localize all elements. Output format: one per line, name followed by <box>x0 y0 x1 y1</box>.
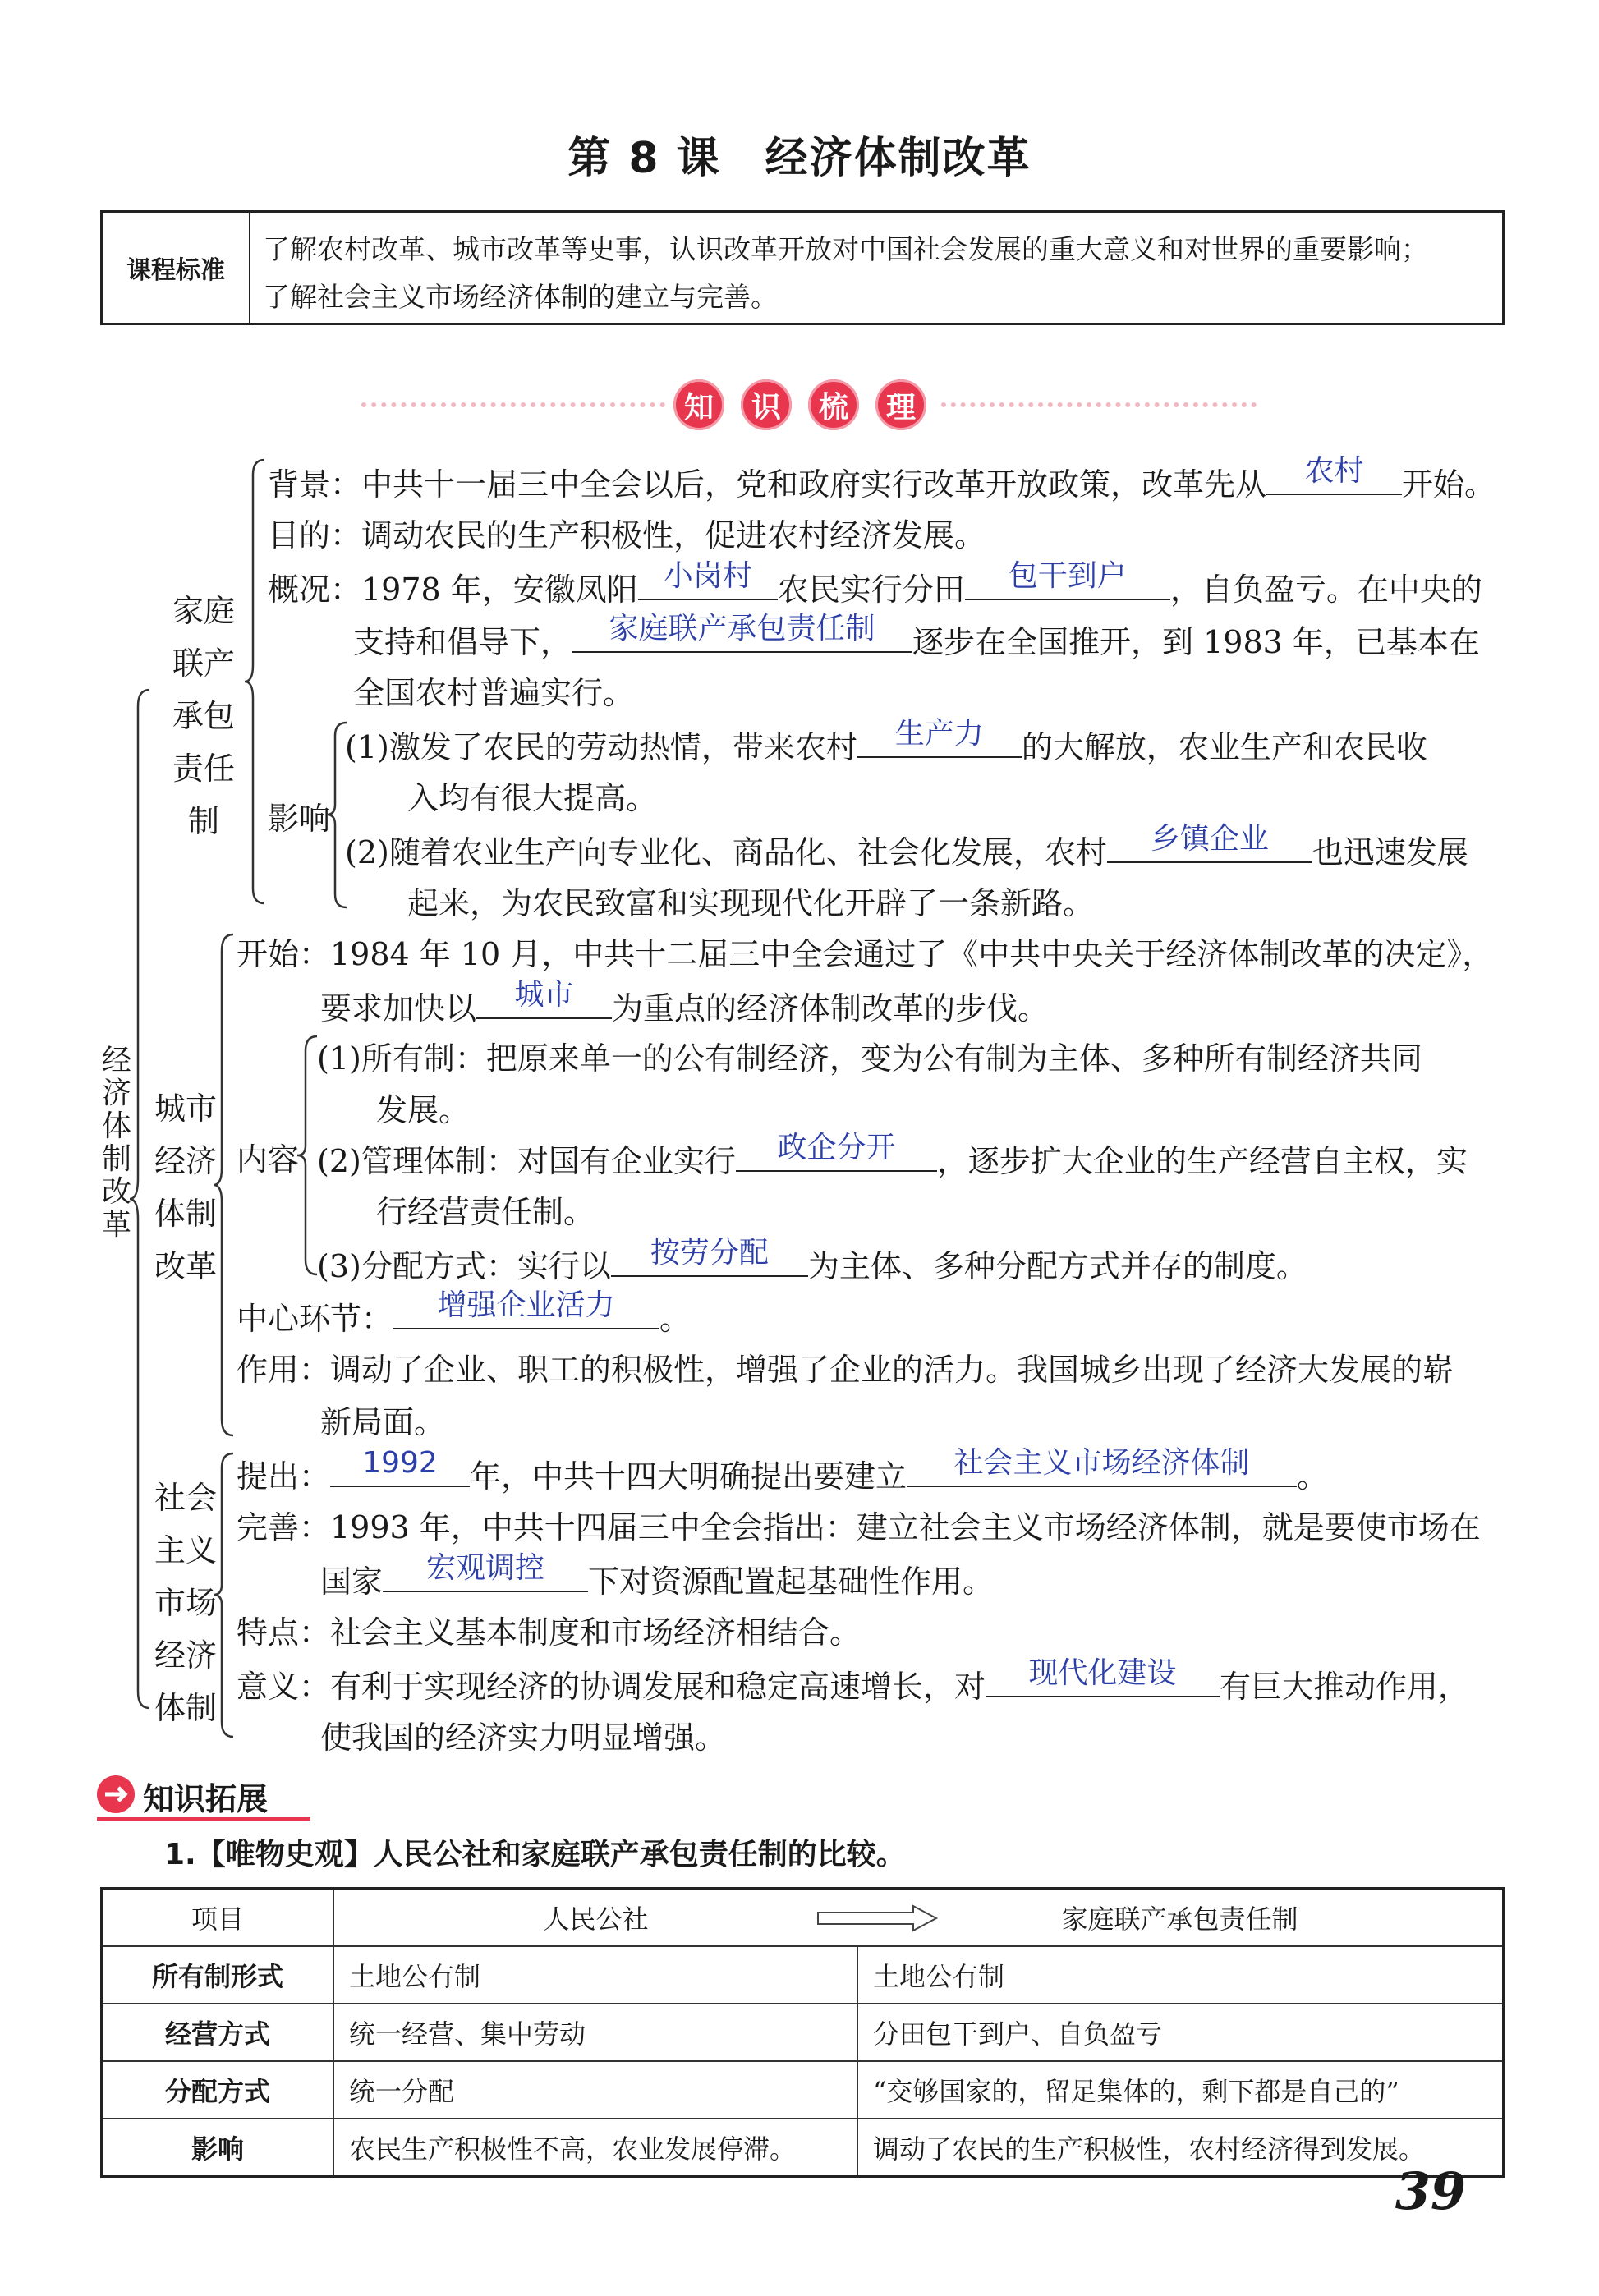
table-cell: 统一分配 <box>333 2061 857 2119</box>
household-label <box>168 585 240 847</box>
table-cell: 所有制形式 <box>102 1946 334 2004</box>
arrow-right-icon <box>816 1904 940 1932</box>
household-overview-2 <box>353 612 1480 663</box>
comparison-table <box>100 1887 1505 2178</box>
market-perfect: 完善：1993 年，中共十四届三中全会指出：建立社会主义市场经济体制，就是要使市场在 <box>237 1509 1481 1545</box>
content-brace <box>302 1036 319 1274</box>
answer: 乡镇企业 <box>1150 822 1269 856</box>
blank <box>393 1288 659 1329</box>
text: 为重点的经济体制改革的步伐。 <box>612 990 1050 1026</box>
arrow-right-icon <box>97 1775 135 1813</box>
text: 为主体、多种分配方式并存的制度。 <box>807 1248 1307 1284</box>
label-line: 市场 <box>154 1585 217 1621</box>
market-label <box>149 1472 222 1734</box>
blank <box>907 1446 1297 1487</box>
blank <box>611 1236 808 1277</box>
urban-effect: 作用：调动了企业、职工的积极性，增强了企业的活力。我国城乡出现了经济大发展的崭 <box>237 1352 1454 1388</box>
content-1: (1)所有制：把原来单一的公有制经济，变为公有制为主体、多种所有制经济共同 <box>317 1040 1422 1077</box>
text: (1)激发了农民的劳动热情，带来农村 <box>345 729 857 765</box>
table-cell: 分田包干到户、自负盈亏 <box>857 2004 1504 2061</box>
blank <box>736 1131 937 1172</box>
market-propose <box>237 1446 1329 1497</box>
answer: 农村 <box>1304 454 1364 488</box>
answer: 宏观调控 <box>426 1551 545 1585</box>
table-cell: 土地公有制 <box>333 1946 857 2004</box>
answer: 政企分开 <box>777 1131 896 1164</box>
table-cell: 分配方式 <box>102 2061 334 2119</box>
text: ，自负盈亏。在中央的 <box>1169 572 1482 608</box>
label-line: 社会 <box>154 1480 217 1516</box>
text: 年，中共十四大明确提出要建立 <box>470 1458 907 1495</box>
content-label: 内容 <box>237 1141 300 1178</box>
table-row <box>102 2061 1504 2119</box>
answer: 城市 <box>514 978 574 1012</box>
impact-label: 影响 <box>268 801 331 837</box>
urban-effect-2: 新局面。 <box>320 1404 446 1440</box>
extension-question: 1.【唯物史观】人民公社和家庭联产承包责任制的比较。 <box>164 1838 906 1871</box>
impact-1 <box>345 717 1427 768</box>
answer: 增强企业活力 <box>437 1288 615 1322</box>
blank <box>476 978 612 1019</box>
text: ，逐步扩大企业的生产经营自主权，实 <box>936 1143 1468 1179</box>
label-line: 责任制 <box>172 751 235 839</box>
blank <box>638 559 778 600</box>
dotted-divider <box>941 402 1257 412</box>
blank <box>1266 454 1402 495</box>
knowledge-banner <box>361 379 1257 429</box>
dotted-divider <box>361 402 665 412</box>
household-goal: 目的：调动农民的生产积极性，促进农村经济发展。 <box>268 517 986 553</box>
banner-char: 识 <box>741 379 792 430</box>
content-1-line2: 发展。 <box>376 1092 471 1128</box>
label-line: 体制 <box>154 1690 217 1726</box>
blank <box>330 1446 470 1487</box>
household-overview <box>268 559 1482 610</box>
center-link <box>237 1288 692 1339</box>
label-line: 体制 <box>154 1196 217 1232</box>
text: (3)分配方式：实行以 <box>317 1248 611 1284</box>
blank <box>1107 822 1312 863</box>
table-header: 项目 <box>102 1889 334 1947</box>
root-brace <box>135 690 151 1708</box>
answer: 现代化建设 <box>1028 1656 1177 1690</box>
text: 。 <box>1297 1458 1329 1495</box>
label-line: 承包 <box>172 698 235 734</box>
table-row <box>102 1946 1504 2004</box>
page-number: 39 <box>1395 2161 1466 2221</box>
table-header: 家庭联产承包责任制 <box>857 1889 1504 1947</box>
impact-1-line2: 入均有很大提高。 <box>407 780 658 816</box>
text: 国家 <box>320 1564 384 1600</box>
market-perfect-2 <box>320 1551 995 1602</box>
impact-2 <box>345 822 1468 873</box>
label-line: 经济 <box>154 1143 217 1179</box>
table-row <box>102 2119 1504 2177</box>
impact-2-line2: 起来，为农民致富和实现现代化开辟了一条新路。 <box>407 885 1095 921</box>
content-2-line2: 行经营责任制。 <box>376 1194 595 1230</box>
blank <box>857 717 1022 758</box>
standard-line: 了解社会主义市场经济体制的建立与完善。 <box>263 281 778 313</box>
root-label <box>99 1045 135 1242</box>
urban-start-2 <box>320 978 1050 1029</box>
blank <box>965 559 1170 600</box>
table-cell: 影响 <box>102 2119 334 2177</box>
label-line: 联产 <box>172 645 235 682</box>
urban-label <box>149 1082 222 1293</box>
label-line: 城市 <box>154 1091 217 1127</box>
household-overview-3: 全国农村普遍实行。 <box>353 675 635 711</box>
text: (2)管理体制：对国有企业实行 <box>317 1143 736 1179</box>
blank <box>383 1551 588 1592</box>
answer: 小岗村 <box>663 559 752 593</box>
text: 的大解放，农业生产和农民收 <box>1021 729 1427 765</box>
header-text: 人民公社 <box>543 1903 649 1935</box>
text: 有巨大推动作用， <box>1220 1669 1470 1705</box>
banner-char: 理 <box>875 379 926 430</box>
urban-start: 开始：1984 年 10 月，中共十二届三中全会通过了《中共中央关于经济体制改革的决定》， <box>237 936 1494 972</box>
table-cell: 土地公有制 <box>857 1946 1504 2004</box>
text: 支持和倡导下， <box>353 624 572 660</box>
table-cell: “交够国家的，留足集体的，剩下都是自己的” <box>857 2061 1504 2119</box>
market-meaning <box>237 1656 1470 1707</box>
curriculum-standard-text <box>263 226 1494 321</box>
household-background <box>268 454 1496 505</box>
curriculum-standard-box <box>100 210 1505 325</box>
blank <box>986 1656 1220 1697</box>
table-cell: 农民生产积极性不高，农业发展停滞。 <box>333 2119 857 2177</box>
label-line: 主义 <box>154 1532 217 1568</box>
banner-char: 梳 <box>808 379 859 430</box>
text: 逐步在全国推开，到 1983 年，已基本在 <box>912 624 1480 660</box>
text: 意义：有利于实现经济的协调发展和稳定高速增长，对 <box>237 1669 986 1705</box>
table-cell: 统一经营、集中劳动 <box>333 2004 857 2061</box>
text: 开始。 <box>1402 466 1496 503</box>
urban-brace <box>218 934 235 1435</box>
text: (2)随着农业生产向专业化、商品化、社会化发展，农村 <box>345 834 1107 870</box>
text: 概况：1978 年，安徽凤阳 <box>268 572 638 608</box>
answer: 社会主义市场经济体制 <box>953 1446 1250 1480</box>
answer: 生产力 <box>894 717 984 751</box>
text: 背景：中共十一届三中全会以后，党和政府实行改革开放政策，改革先从 <box>268 466 1267 503</box>
answer: 包干到户 <box>1008 559 1127 593</box>
extension-underline <box>97 1817 310 1821</box>
label-line: 家庭 <box>172 593 235 629</box>
market-brace <box>218 1453 235 1737</box>
text: 要求加快以 <box>320 990 477 1026</box>
label-line: 经济 <box>154 1637 217 1674</box>
curriculum-standard-label: 课程标准 <box>103 213 250 323</box>
answer: 按劳分配 <box>650 1236 769 1270</box>
blank <box>572 612 912 653</box>
answer: 家庭联产承包责任制 <box>609 612 875 645</box>
root-label-text: 经济体制改革 <box>101 1044 131 1242</box>
table-header-row <box>102 1889 1504 1947</box>
answer: 1992 <box>362 1446 438 1480</box>
standard-line: 了解农村改革、城市改革等史事，认识改革开放对中国社会发展的重大意义和对世界的重要影响； <box>263 233 1428 265</box>
text: 中心环节： <box>237 1301 393 1337</box>
market-meaning-2: 使我国的经济实力明显增强。 <box>320 1720 727 1756</box>
banner-char: 知 <box>673 379 724 430</box>
table-cell: 经营方式 <box>102 2004 334 2061</box>
content-2 <box>317 1131 1468 1182</box>
extension-tag: 知识拓展 <box>143 1781 269 1817</box>
label-line: 改革 <box>154 1248 217 1284</box>
table-header <box>333 1889 857 1947</box>
household-brace <box>250 460 266 903</box>
table-row <box>102 2004 1504 2061</box>
text: 提出： <box>237 1458 331 1495</box>
table-cell: 调动了农民的生产积极性，农村经济得到发展。 <box>857 2119 1504 2177</box>
text: 农民实行分田 <box>777 572 965 608</box>
content-3 <box>317 1236 1307 1287</box>
text: 也迅速发展 <box>1312 834 1468 870</box>
text: 。 <box>659 1301 692 1337</box>
market-feature: 特点：社会主义基本制度和市场经济相结合。 <box>237 1614 862 1651</box>
page-title: 第 8 课 经济体制改革 <box>567 134 1032 183</box>
text: 下对资源配置起基础性作用。 <box>588 1564 995 1600</box>
